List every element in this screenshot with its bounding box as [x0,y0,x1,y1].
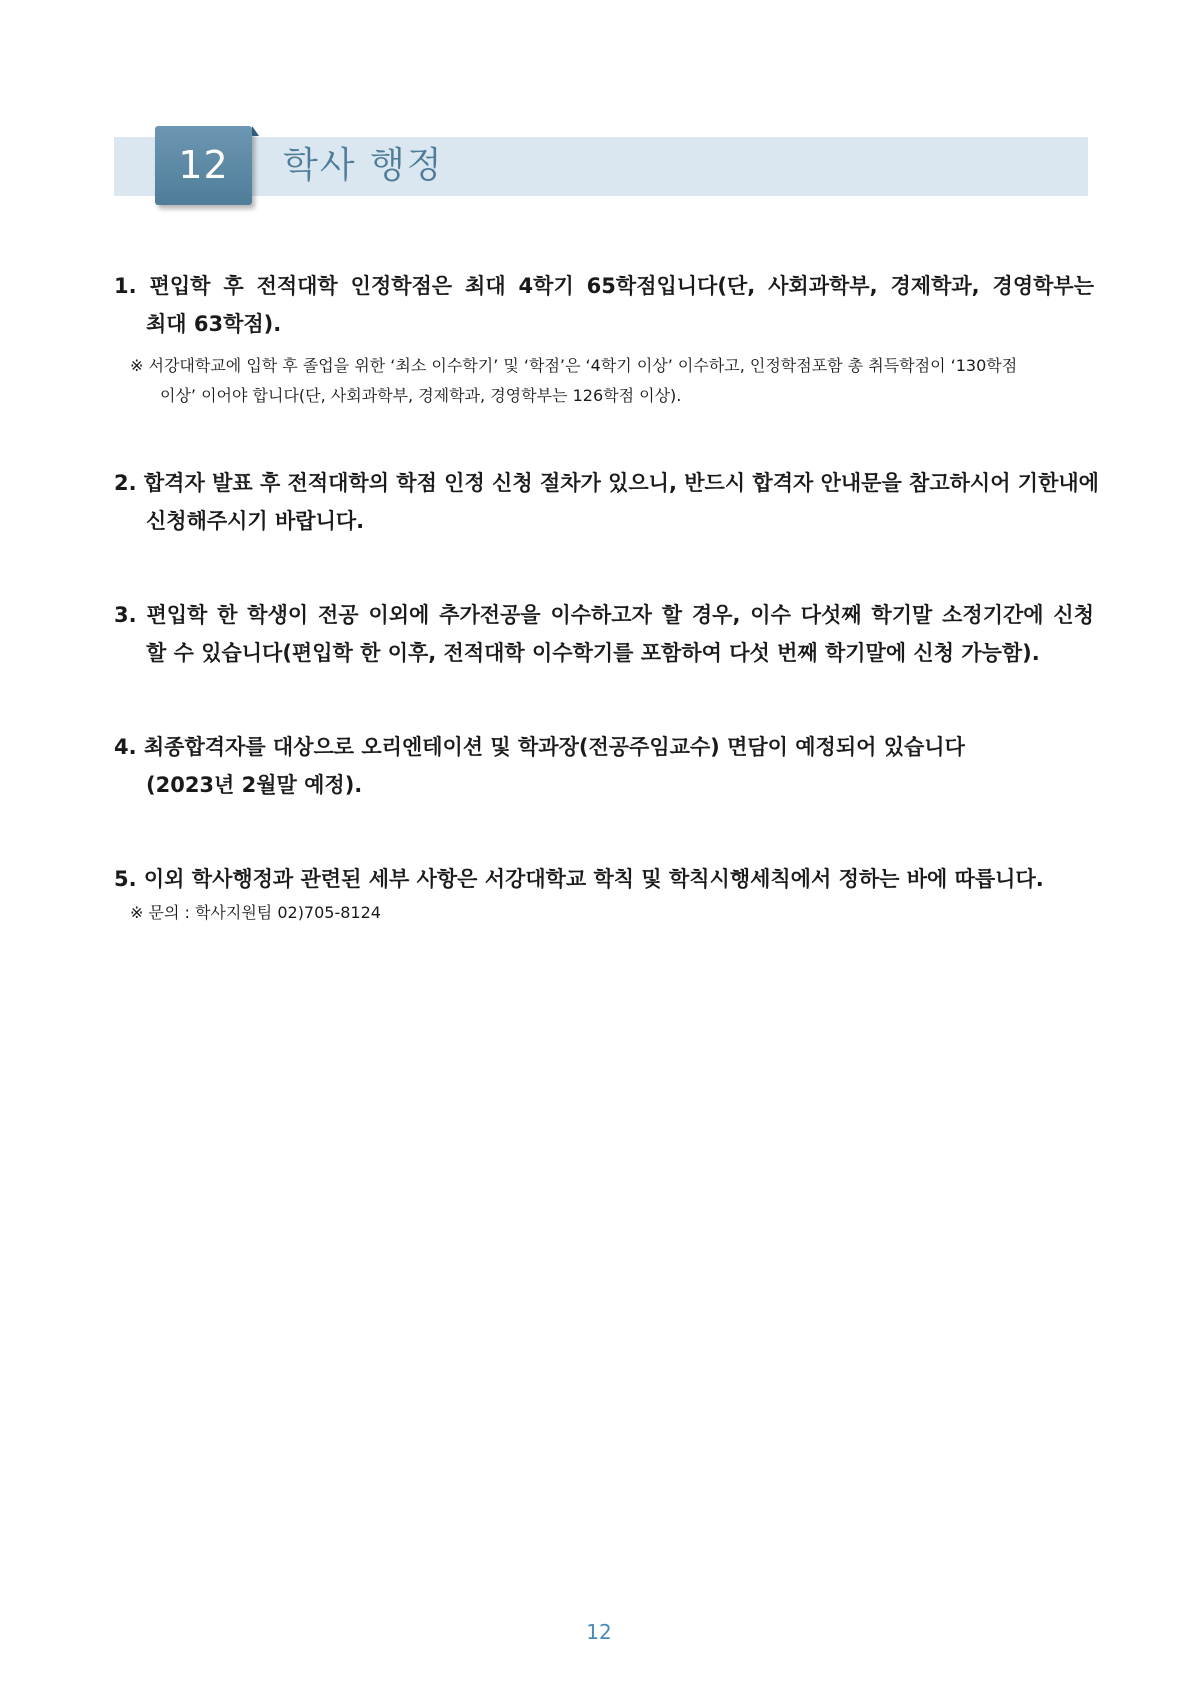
list-item-1-note-line-1: ※ 서강대학교에 입학 후 졸업을 위한 ‘최소 이수학기’ 및 ‘학점’은 ‘4학기 이상’ 이수하고, 인정학점포함 총 취득학점이 ‘130학점 [130,356,1018,375]
list-item-5-line-1: 5. 이외 학사행정과 관련된 세부 사항은 서강대학교 학칙 및 학칙시행세칙에서 정하는 바에 따릅니다. [114,867,1044,891]
list-item-2 [114,464,1099,540]
list-item-5 [114,860,1094,928]
list-item-1-line-2: 최대 63학점). [146,312,282,336]
list-item-5-note-line-1: ※ 문의 : 학사지원팀 02)705-8124 [130,903,381,922]
list-item-2-line-1: 2. 합격자 발표 후 전적대학의 학점 인정 신청 절차가 있으니, 반드시 합격자 안내문을 참고하시어 기한내에 [114,471,1099,495]
list-item-2-line-2: 신청해주시기 바랍니다. [146,509,365,533]
list-item-4-line-1: 4. 최종합격자를 대상으로 오리엔테이션 및 학과장(전공주임교수) 면담이 예정되어 있습니다 [114,735,965,759]
list-item-1-note-line-2: 이상’ 이어야 합니다(단, 사회과학부, 경제학과, 경영학부는 126학점 이상). [160,386,682,405]
section-number-tab: 12 [155,126,252,205]
section-header-band [114,137,1088,196]
list-item-3-line-2: 할 수 있습니다(편입학 한 이후, 전적대학 이수학기를 포함하여 다섯 번째 학기말에 신청 가능함). [146,641,1040,665]
list-item-1 [114,267,1094,411]
list-item-4 [114,728,1094,804]
section-title: 학사 행정 [283,145,444,186]
list-item-4-line-2: (2023년 2월말 예정). [146,773,363,797]
page-number: 12 [586,1620,612,1644]
list-item-3-line-1: 3. 편입학 한 학생이 전공 이외에 추가전공을 이수하고자 할 경우, 이수 다섯째 학기말 소정기간에 신청 [114,603,1094,627]
list-item-1-line-1: 1. 편입학 후 전적대학 인정학점은 최대 4학기 65학점입니다(단, 사회과학부, 경제학과, 경영학부는 [114,274,1094,298]
list-item-3 [114,596,1094,672]
